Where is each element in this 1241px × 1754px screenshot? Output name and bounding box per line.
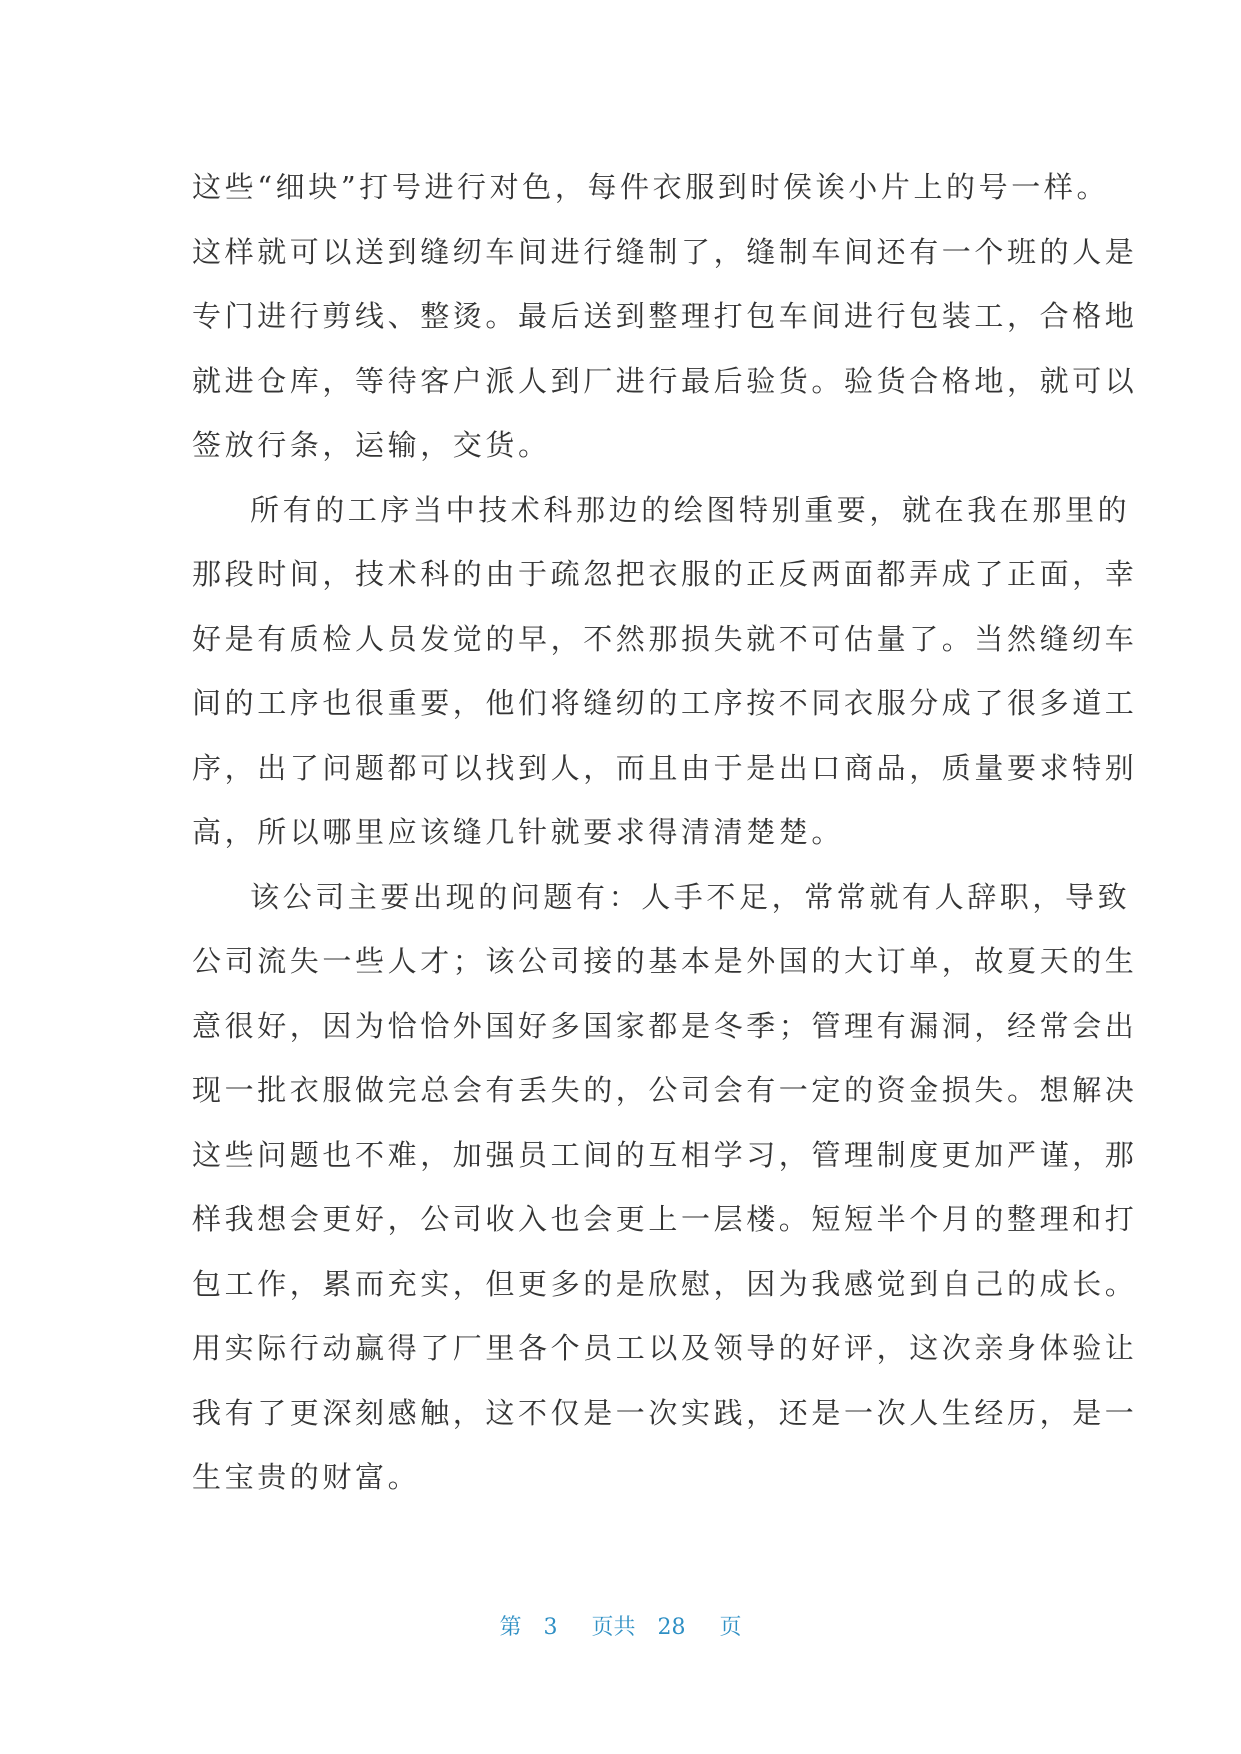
paragraph-first-line: 该公司主要出现的问题有：人手不足，常常就有人辞职，导致 xyxy=(250,879,1131,914)
text-line: 这些问题也不难，加强员工间的互相学习，管理制度更加严谨，那 xyxy=(192,1137,1138,1172)
text-line: 意很好，因为恰恰外国好多国家都是冬季；管理有漏洞，经常会出 xyxy=(192,1008,1138,1043)
text-line: 用实际行动赢得了厂里各个员工以及领导的好评，这次亲身体验让 xyxy=(192,1331,1138,1365)
text-line: 专门进行剪线、整烫。最后送到整理打包车间进行包装工，合格地 xyxy=(192,299,1138,333)
page-footer xyxy=(0,1610,1241,1641)
total-pages-number: 28 xyxy=(657,1615,686,1640)
document-body xyxy=(192,155,1138,1510)
footer-label-ye-gong: 页共 xyxy=(591,1615,636,1640)
text-line: 间的工序也很重要，他们将缝纫的工序按不同衣服分成了很多道工 xyxy=(192,686,1138,720)
text-line: 这样就可以送到缝纫车间进行缝制了，缝制车间还有一个班的人是 xyxy=(192,234,1138,269)
text-line: 公司流失一些人才；该公司接的基本是外国的大订单，故夏天的生 xyxy=(192,944,1138,978)
footer-label-ye: 页 xyxy=(719,1615,742,1640)
text-line: 这些“细块”打号进行对色，每件衣服到时侯诶小片上的号一样。 xyxy=(192,170,1110,204)
text-line: 生宝贵的财富。 xyxy=(192,1460,421,1494)
paragraph-first-line: 所有的工序当中技术科那边的绘图特别重要，就在我在那里的 xyxy=(250,492,1131,527)
footer-label-di: 第 xyxy=(499,1615,522,1640)
text-line: 包工作，累而充实，但更多的是欣慰，因为我感觉到自己的成长。 xyxy=(192,1266,1138,1301)
text-line: 样我想会更好，公司收入也会更上一层楼。短短半个月的整理和打 xyxy=(192,1202,1138,1236)
text-line: 我有了更深刻感触，这不仅是一次实践，还是一次人生经历，是一 xyxy=(192,1395,1138,1430)
text-line: 现一批衣服做完总会有丢失的，公司会有一定的资金损失。想解决 xyxy=(192,1073,1138,1107)
text-line: 就进仓库，等待客户派人到厂进行最后验货。验货合格地，就可以 xyxy=(192,363,1138,398)
text-line: 序，出了问题都可以找到人，而且由于是出口商品，质量要求特别 xyxy=(192,750,1138,785)
text-line: 那段时间，技术科的由于疏忽把衣服的正反两面都弄成了正面，幸 xyxy=(192,557,1138,591)
text-line: 好是有质检人员发觉的早，不然那损失就不可估量了。当然缝纫车 xyxy=(192,621,1138,656)
text-line: 签放行条，运输，交货。 xyxy=(192,428,551,462)
text-line: 高，所以哪里应该缝几针就要求得清清楚楚。 xyxy=(192,815,845,849)
current-page-number: 3 xyxy=(543,1615,558,1640)
